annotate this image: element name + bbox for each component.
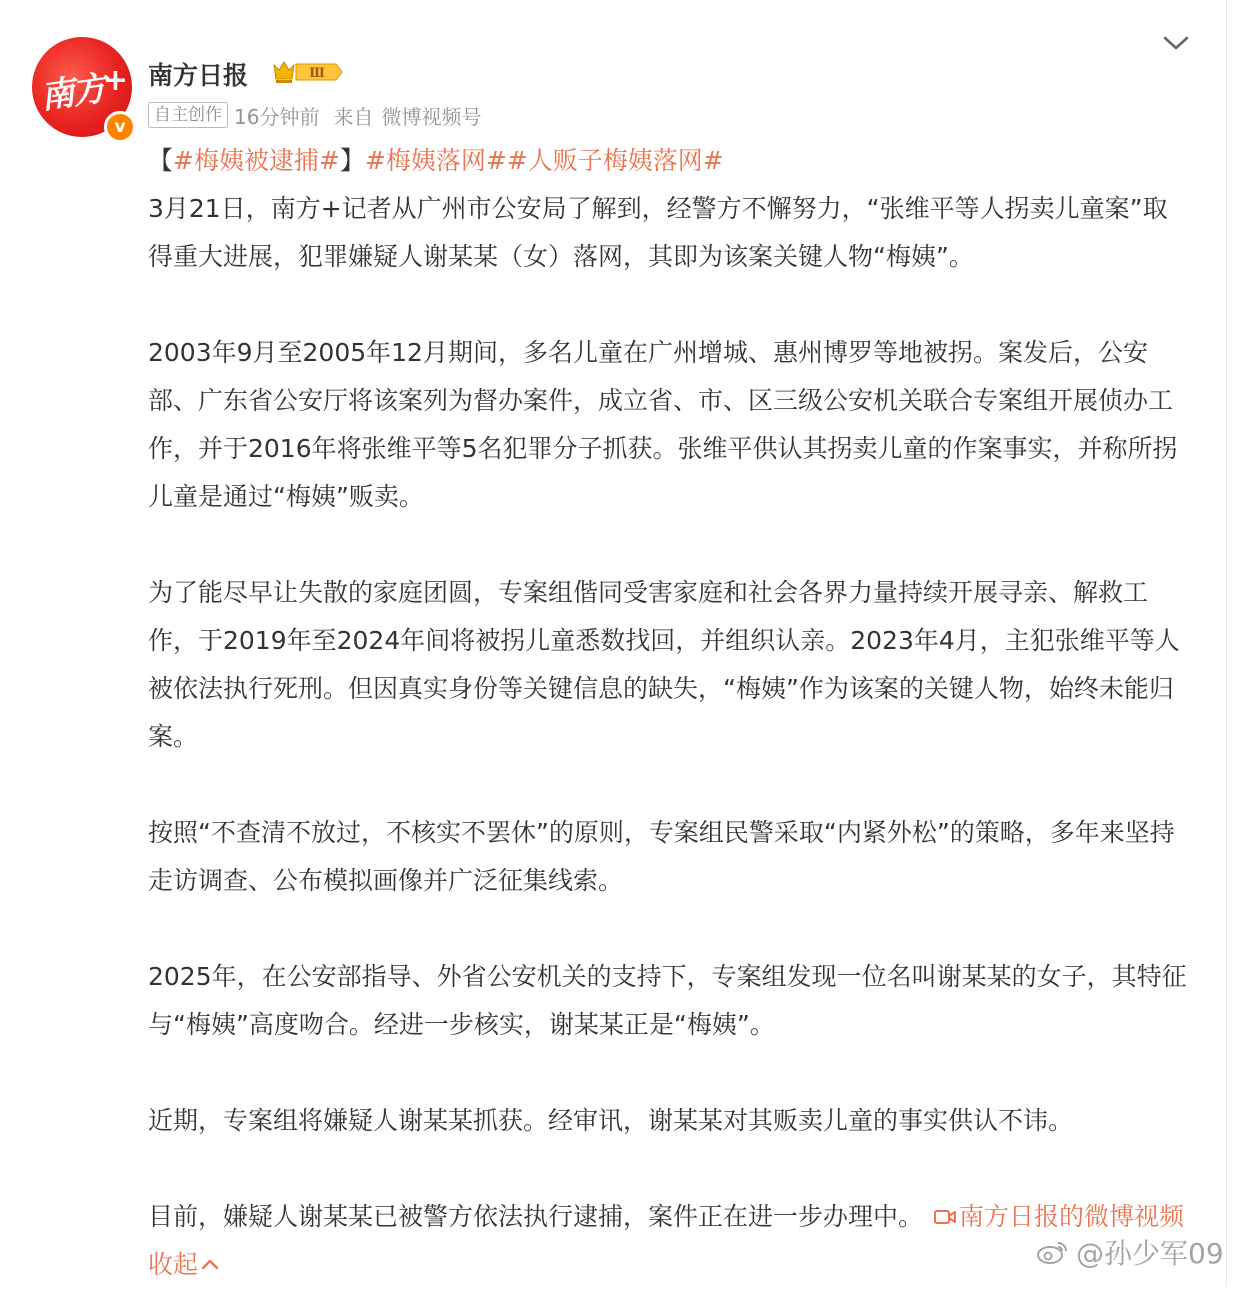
verified-icon [104, 111, 136, 143]
source-label: 来自 [333, 104, 374, 129]
bracket-close: 】 [339, 146, 365, 175]
post-time[interactable]: 16分钟前 [234, 104, 320, 129]
hashtag-trafficker-caught[interactable]: #人贩子梅姨落网# [506, 146, 724, 175]
chevron-down-icon[interactable] [1160, 32, 1192, 54]
paragraph-1: 3月21日，南方+记者从广州市公安局了解到，经警方不懈努力，“张维平等人拐卖儿童案”取得重大进展，犯罪嫌疑人谢某某（女）落网，其即为该案关键人物“梅姨”。 [148, 194, 1168, 271]
chevron-up-icon [200, 1257, 220, 1271]
author-name[interactable]: 南方日报 [148, 61, 249, 90]
right-divider [1226, 0, 1227, 1286]
hashtag-mei-caught[interactable]: #梅姨落网# [364, 146, 507, 175]
origin-tag: 自主创作 [148, 102, 228, 128]
paragraph-3: 为了能尽早让失散的家庭团圆，专案组偕同受害家庭和社会各界力量持续开展寻亲、解救工作，于2019年至2024年间将被拐儿童悉数找回，并组织认亲。2023年4月，主犯张维平等人被依法执行死刑。但因真实身份等关键信息的缺失，“梅姨”作为该案的关键人物，始终未能归案。 [148, 578, 1180, 751]
post-meta [148, 101, 481, 129]
paragraph-6: 近期，专案组将嫌疑人谢某某抓获。经审讯，谢某某对其贩卖儿童的事实供认不讳。 [148, 1106, 1074, 1135]
user-watermark [1036, 1232, 1224, 1272]
video-link-text: 南方日报的微博视频 [959, 1202, 1185, 1231]
paragraph-7-text: 目前，嫌疑人谢某某已被警方依法执行逮捕，案件正在进一步办理中。 [148, 1202, 924, 1231]
verified-mark: v [114, 116, 126, 137]
post-source[interactable]: 微博视频号 [381, 104, 482, 129]
avatar-logo-plus: + [102, 63, 128, 98]
collapse-label: 收起 [148, 1250, 199, 1279]
crown-level-icon[interactable] [270, 58, 346, 86]
bracket-open: 【 [148, 146, 174, 175]
post-content [148, 137, 1188, 1289]
video-link[interactable] [923, 1202, 1184, 1231]
weibo-logo-icon [1036, 1238, 1070, 1266]
paragraph-2: 2003年9月至2005年12月期间，多名儿童在广州增城、惠州博罗等地被拐。案发后，公安部、广东省公安厅将该案列为督办案件，成立省、市、区三级公安机关联合专案组开展侦办工作，并于2016年将张维平等5名犯罪分子抓获。张维平供认其拐卖儿童的作案事实，并称所拐儿童是通过“梅姨”贩卖。 [148, 338, 1178, 511]
paragraph-4: 按照“不查清不放过，不核实不罢休”的原则，专案组民警采取“内紧外松”的策略，多年来坚持走访调查、公布模拟画像并广泛征集线索。 [148, 818, 1175, 895]
watermark-text: @孙少军09 [1076, 1237, 1224, 1270]
video-link-icon [933, 1207, 957, 1227]
paragraph-5: 2025年，在公安部指导、外省公安机关的支持下，专案组发现一位名叫谢某某的女子，其特征与“梅姨”高度吻合。经进一步核实，谢某某正是“梅姨”。 [148, 962, 1187, 1039]
level-text: Ⅲ [309, 66, 325, 81]
avatar-logo-text: 南方 [38, 68, 107, 118]
hashtag-line [148, 137, 1188, 185]
paragraph-7 [148, 1193, 1188, 1289]
collapse-button[interactable] [148, 1250, 220, 1279]
hashtag-mei-arrested[interactable]: #梅姨被逮捕# [173, 146, 340, 175]
